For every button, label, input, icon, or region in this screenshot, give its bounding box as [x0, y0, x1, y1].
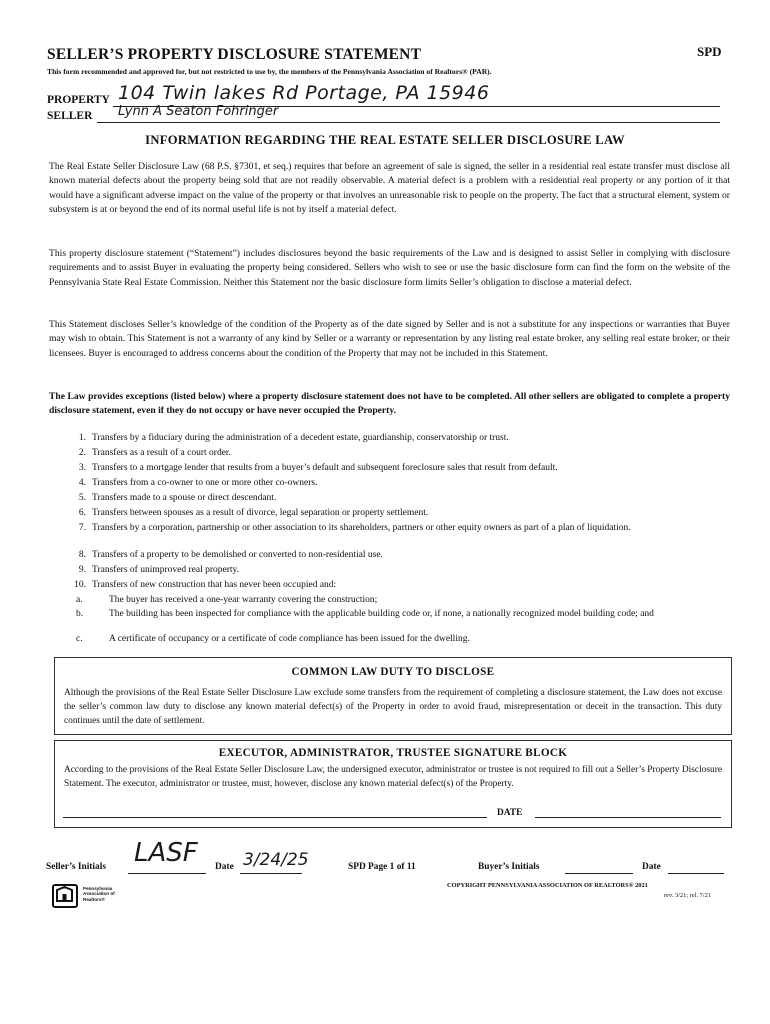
- info-heading: INFORMATION REGARDING THE REAL ESTATE SELLER DISCLOSURE LAW: [145, 133, 625, 147]
- info-paragraph-3: This Statement discloses Seller’s knowledge of the condition of the Property as of the date signed by Seller and is not a substitute for any inspections or warranties that Buyer may wish to obtain. This Statement is not a warranty of any kind by Seller or a warranty or representation by any listing real estate broker, any selling real estate broker, or their licensees. Buyer is encouraged to address concerns about the condition of the Property that may not be included in this Statement.: [49, 319, 730, 359]
- info-paragraph-1: The Real Estate Seller Disclosure Law (68 P.S. §7301, et seq.) requires that before an agreement of sale is signed, the seller in a residential real estate transfer must disclose all known material defects about the property being sold that are not readily observable. A material defect is a problem with a residential real property or any portion of it that would have a significant adverse impact on the value of the property or that involves an unreasonable risk to people on the property. The fact that a structural element, system or subsystem is at or beyond the end of its normal useful life is not by itself a material defect.: [49, 161, 730, 216]
- buyer-initials-field[interactable]: [565, 873, 633, 874]
- date-value: 3/24/25: [243, 850, 309, 870]
- property-value: 104 Twin lakes Rd Portage, PA 15946: [118, 82, 490, 104]
- executor-signature-line[interactable]: [63, 817, 487, 818]
- seller-initials-value: LASF: [134, 838, 198, 868]
- executor-date-label: DATE: [497, 808, 523, 818]
- disclosure-page: SELLER’S PROPERTY DISCLOSURE STATEMENT SPD This form recommended and approved for, but not restricted to use by, the members of the Pennsylvania Association of Realtors® (PAR). PROPERTY 104 Twin lakes Rd Portage, PA 15946 SELLER Lynn A Seaton Fohringer INFORMATION REGARDING THE REAL ESTATE SELLER DISCLOSURE LAW The Real Estate Seller Disclosure Law (68 P.S. §7301, et seq.) requires that before an agreement of sale is signed, the seller in a residential real estate transfer must disclose all known material defects about the property being sold that are not readily observable. A material defect is a problem with a residential real property or any portion of it that would have a significant adverse impact on the value of the property or that involves an unreasonable risk to people on the property. The fact that a structural element, system or subsystem is at or beyond the end of its normal useful life is not by itself a material defect. This property disclosure statement (“Statement”) includes disclosures beyond the basic requirements of the Law and is designed to assist Seller in complying with disclosure requirements and to assist Buyer in evaluating the property being considered. Sellers who wish to see or use the basic disclosure form can find the form on the website of the Pennsylvania State Real Estate Commission. Neither this Statement nor the basic disclosure form limits Seller’s obligation to disclose a material defect. This Statement discloses Seller’s knowledge of the condition of the Property as of the date signed by Seller and is not a substitute for any inspections or warranties that Buyer may wish to obtain. This Statement is not a warranty of any kind by Seller or a warranty or representation by any listing real estate broker, any selling real estate broker, or their licensees. Buyer is encouraged to address concerns about the condition of the Property that may not be included in this Statement. The Law provides exceptions (listed below) where a property disclosure statement does not have to be completed. All other sellers are obligated to complete a property disclosure statement, even if they do not occupy or have never occupied the Property. 1. Transfers by a fiduciary during the administration of a decedent estate, guardianship, conservatorship or trust. 2. Transfers as a result of a court order. 3. Transfers to a mortgage lender that results from a buyer’s default and subsequent foreclosure sales that result from default. 4. Transfers from a co-owner to one or more other co-owners. 5. Transfers made to a spouse or direct descendant. 6. Transfers between spouses as a result of divorce, legal separation or property settlement. 7. Transfers by a corporation, partnership or other association to its shareholders, partners or other equity owners as part of a plan of liquidation. 8. Transfers of a property to be demolished or converted to non-residential use. 9. Transfers of unimproved real property. 10. Transfers of new construction that has never been occupied and: a. The buyer has received a one-year warranty covering the construction; b. The building has been inspected for compliance with the applicable building code or, if none, a nationally recognized model building code; and c. A certificate of occupancy or a certificate of code compliance has been issued for the dwelling. COMMON LAW DUTY TO DISCLOSE Although the provisions of the Real Estate Seller Disclosure Law exclude some transfers from the requirement of completing a disclosure statement, the Law does not excuse the seller’s common law duty to disclose any known material defect(s) of the Property in order to avoid fraud, misrepresentation or deceit in the transaction. This duty continues until the date of settlement. EXECUTOR, ADMINISTRATOR, TRUSTEE SIGNATURE BLOCK According to the provisions of the Real Estate Seller Disclosure Law, the undersigned executor, administrator or trustee is not required to fill out a Seller’s Property Disclosure Statement. The executor, administrator or trustee, must, however, disclose any known material defect(s) of the Property. DATE Seller’s Initials LASF Date 3/24/25 SPD Page 1 of 11 Buyer’s Initials Date COPYRIGHT PENNSYLVANIA ASSOCIATION OF REALTORS® 2021 rev. 3/21; rel. 7/21 Pennsylvania Association of Realtors®: [0, 0, 770, 1024]
- executor-date-line[interactable]: [535, 817, 721, 818]
- date-field[interactable]: [240, 873, 302, 874]
- page-number: SPD Page 1 of 11: [348, 862, 416, 872]
- info-paragraph-4: The Law provides exceptions (listed below) where a property disclosure statement does not have to be completed. All other sellers are obligated to complete a property disclosure statement, even if they do not occupy or have never occupied the Property.: [49, 391, 730, 417]
- seller-initials-label: Seller’s Initials: [46, 862, 106, 872]
- buyer-initials-label: Buyer’s Initials: [478, 862, 540, 872]
- par-logo-icon: [52, 884, 78, 908]
- executor-text: According to the provisions of the Real Estate Seller Disclosure Law, the undersigned executor, administrator or trustee is not required to fill out a Seller’s Property Disclosure Statement. The executor, administrator or trustee, must, however, disclose any known material defect(s) of the Property.: [64, 765, 722, 789]
- buyer-date-label: Date: [642, 862, 661, 872]
- info-paragraph-2: This property disclosure statement (“Statement”) includes disclosures beyond the basic requirements of the Law and is designed to assist Seller in complying with disclosure requirements and to assist Buyer in evaluating the property being considered. Sellers who wish to see or use the basic disclosure form can find the form on the website of the Pennsylvania State Real Estate Commission. Neither this Statement nor the basic disclosure form limits Seller’s obligation to disclose a material defect.: [49, 248, 730, 288]
- common-law-text: Although the provisions of the Real Estate Seller Disclosure Law exclude some transfers from the requirement of completing a disclosure statement, the Law does not excuse the seller’s common law duty to disclose any known material defect(s) of the Property in order to avoid fraud, misrepresentation or deceit in the transaction. This duty continues until the date of settlement.: [64, 688, 722, 726]
- par-logo-text: Pennsylvania Association of Realtors®: [83, 886, 115, 902]
- common-law-heading: COMMON LAW DUTY TO DISCLOSE: [291, 666, 495, 678]
- form-code: SPD: [697, 44, 722, 59]
- buyer-date-field[interactable]: [668, 873, 724, 874]
- common-law-box: [54, 657, 732, 735]
- seller-initials-field[interactable]: [128, 873, 206, 874]
- date-label: Date: [215, 862, 234, 872]
- property-label: PROPERTY: [47, 94, 110, 106]
- executor-heading: EXECUTOR, ADMINISTRATOR, TRUSTEE SIGNATURE BLOCK: [218, 747, 568, 759]
- seller-value: Lynn A Seaton Fohringer: [118, 104, 279, 119]
- revision: rev. 3/21; rel. 7/21: [664, 892, 711, 899]
- form-title: SELLER’S PROPERTY DISCLOSURE STATEMENT: [47, 46, 422, 63]
- seller-label: SELLER: [47, 110, 93, 122]
- copyright: COPYRIGHT PENNSYLVANIA ASSOCIATION OF REALTORS® 2021: [447, 882, 648, 889]
- executor-box: [54, 740, 732, 828]
- form-subtitle: This form recommended and approved for, but not restricted to use by, the members of the Pennsylvania Association of Realtors® (PAR).: [47, 67, 492, 76]
